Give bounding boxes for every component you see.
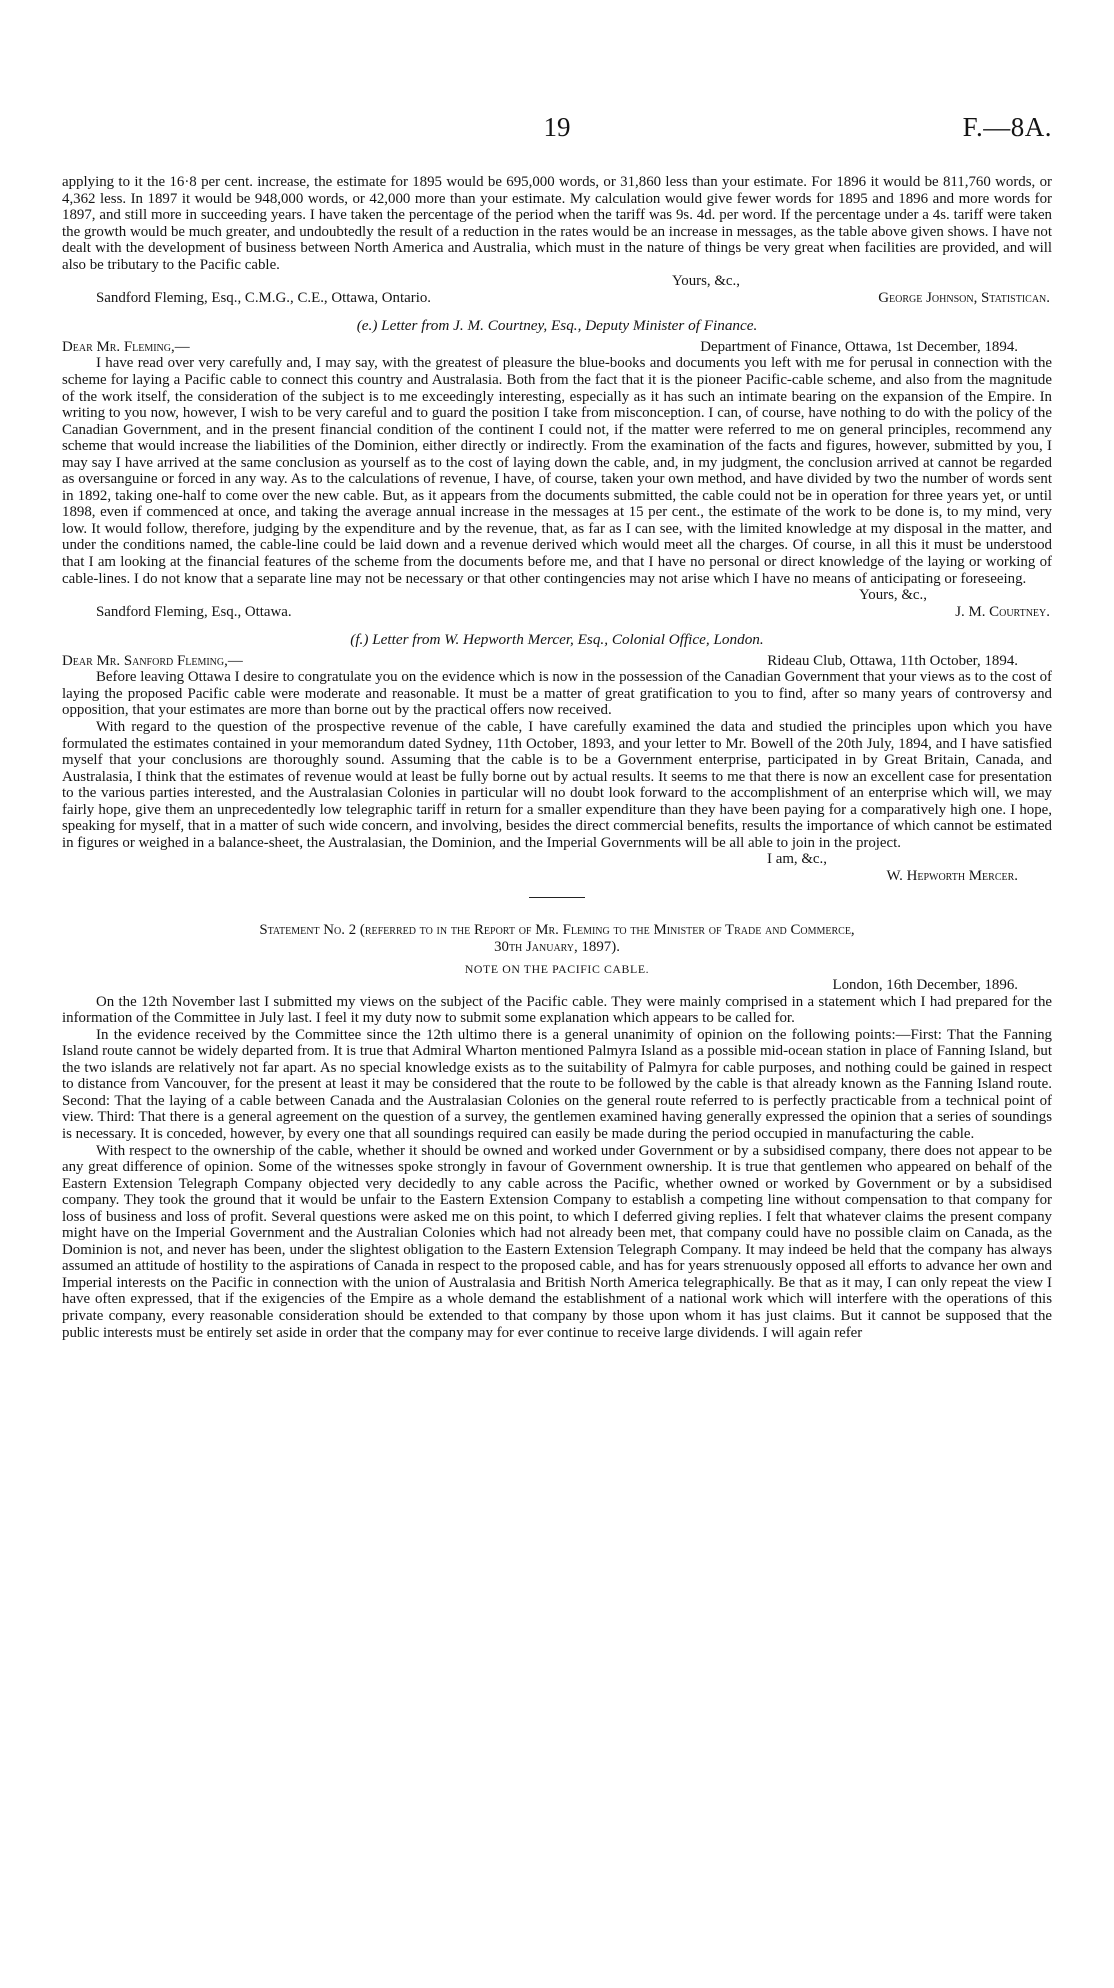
note-title: NOTE ON THE PACIFIC CABLE. bbox=[464, 961, 650, 976]
letter-f-paragraph-1: Before leaving Ottawa I desire to congratulate you on the evidence which is now in the possession of the Canadian Government that your views as to the cost of laying the proposed Pacific cable were moderate and reasonable. It must be a matter of great gratification to you to find, after so many years of controversy and opposition, that your estimates are more than borne out by the practical offers now received. bbox=[62, 669, 1052, 719]
letter-e-addressee: Sandford Fleming, Esq., Ottawa. bbox=[96, 603, 292, 620]
statement-paragraph-2: In the evidence received by the Committee since the 12th ultimo there is a general unanimity of opinion on the following points:—First: That the Fanning Island route cannot be widely departed from. It is true that Admiral Wharton mentioned Palmyra Island as a possible mid-ocean station in place of Fanning Island, but the two islands are relatively not far apart. As no special knowledge exists as to the suitability of Palmyra for cable purposes, and nothing could be gained in respect to distance from Vancouver, for the present at least it may be considered that the route to be followed by the cable is that already known as the Fanning Island route. Second: That the laying of a cable between Canada and the Australasian Colonies on the general route referred to is perfectly practicable from a technical point of view. Third: That there is a general agreement on the question of a survey, the gentlemen examined having generally expressed the opinion that a series of soundings is necessary. It is conceded, however, by every one that all soundings required can easily be made during the period occupied in manufacturing the cable. bbox=[62, 1026, 1052, 1142]
statement-title-line-1: Statement No. 2 (referred to in the Report of Mr. Fleming to the Minister of Trade and Commerce, bbox=[259, 922, 855, 939]
page-header bbox=[62, 112, 1052, 146]
intro-signature: George Johnson, Statistican. bbox=[878, 289, 1050, 306]
letter-f-dateline: Rideau Club, Ottawa, 11th October, 1894. bbox=[767, 652, 1018, 669]
letter-f-signature: W. Hepworth Mercer. bbox=[886, 867, 1018, 884]
letter-e-signature-row bbox=[62, 604, 1052, 621]
intro-addressee: Sandford Fleming, Esq., C.M.G., C.E., Ottawa, Ontario. bbox=[96, 289, 432, 306]
letter-e-opening bbox=[62, 339, 1052, 356]
page-body bbox=[62, 174, 1052, 1341]
letter-e-body: I have read over very carefully and, I may say, with the greatest of pleasure the blue-books and documents you left with me for perusal in connection with the scheme for laying a Pacific cable to connect this country and Australasia. Both from the fact that it is the pioneer Pacific-cable scheme, and also from the magnitude of the work itself, the consideration of the subject is to me exceedingly interesting, especially as it has such an intimate bearing on the expansion of the Empire. In writing to you now, however, I wish to be very careful and to guard the position I take from misconception. I can, of course, have nothing to do with the policy of the Canadian Government, and in the present financial condition of the continent I could not, if the matter were referred to me on general principles, recommend any scheme that would increase the liabilities of the Dominion, either directly or indirectly. From the examination of the facts and figures, however, submitted by you, I may say I have arrived at the same conclusion as yourself as to the cost of laying down the cable, and, in my judgment, the conclusion arrived at cannot be regarded as oversanguine or forced in any way. As to the calculations of revenue, I have, of course, taken your own method, and have divided by two the number of words sent in 1892, taking one-half to come over the new cable. But, as it appears from the documents submitted, the cable could not be in operation for three years yet, or until 1898, even if commenced at once, and taking the average annual increase in the messages at 15 per cent., the estimate of the work to be done is, to my mind, very low. It would follow, therefore, judging by the expenditure and by the revenue, that, as far as I can see, with the limited knowledge at my disposal in the matter, and under the conditions named, the cable-line could be laid down and a revenue derived which would meet all the charges. Of course, in all this it must be understood that I am looking at the financial features of the scheme from the documents before me, and that I have no personal or direct knowledge of the laying or working of cable-lines. I do not know that a separate line may not be necessary or that other contingencies may not arise which I have no means of anticipating or foreseeing. bbox=[62, 355, 1052, 587]
statement-paragraph-3: With respect to the ownership of the cable, whether it should be owned and worked under Government or by a subsidised company, there does not appear to be any great difference of opinion. Some of the witnesses spoke strongly in favour of Government ownership. It is true that gentlemen who appeared on behalf of the Eastern Extension Telegraph Company objected very decidedly to any cable across the Pacific, whether owned or worked by Government or by a subsidised company. They took the ground that it would be unfair to the Eastern Extension Company to establish a competing line without compensation to that company for loss of business and loss of profit. Several questions were asked me on this point, to which I deferred giving replies. I felt that whatever claims the present company might have on the Imperial Government and the Australian Colonies which had not already been met, that company could have no possible claim on Canada, as the Dominion is not, and never has been, under the slightest obligation to the Eastern Extension Telegraph Company. It may indeed be held that the company has always assumed an attitude of hostility to the aspirations of Canada in respect to the proposed cable, and has for years strenuously opposed all efforts to advance her own and Imperial interests on the Pacific in connection with the union of Australasia and British North America telegraphically. Be that as it may, I can only repeat the view I have often expressed, that if the exigencies of the Empire as a whole demand the establishment of a national work which will interfere with the operations of this private company, every reasonable consideration should be extended to that company by those upon whom it has just claims. But it cannot be supposed that the public interests must be entirely set aside in order that the company may for ever continue to receive large dividends. I will again refer bbox=[62, 1142, 1052, 1341]
letter-f-opening bbox=[62, 653, 1052, 670]
intro-closing: Yours, &c., bbox=[672, 273, 740, 290]
statement-paragraph-1: On the 12th November last I submitted my views on the subject of the Pacific cable. They were mainly comprised in a statement which I had prepared for the information of the Committee in July last. I feel it my duty now to submit some explanation which appears to be called for. bbox=[62, 993, 1052, 1027]
letter-e-heading: (e.) Letter from J. M. Courtney, Esq., Deputy Minister of Finance. bbox=[356, 317, 758, 335]
letter-f-salutation: Dear Mr. Sanford Fleming,— bbox=[62, 652, 243, 669]
letter-e-signature: J. M. Courtney. bbox=[955, 603, 1050, 620]
intro-paragraph: applying to it the 16·8 per cent. increase, the estimate for 1895 would be 695,000 words, or 31,860 less than your estimate. For 1896 it would be 811,760 words, or 4,362 less. In 1897 it would be 948,000 words, or 42,000 more than your estimate. My calculation would give fewer words for 1895 and 1896 and more words for 1897, and still more in succeeding years. I have taken the percentage of the period when the tariff was 9s. 4d. per word. If the percentage under a 4s. tariff were taken the growth would be much greater, and undoubtedly the result of a reduction in the rates would be an increase in messages, as the table above given shows. I have not dealt with the development of business between North America and Australia, which must in the nature of things be very great when facilities are provided, and will also be tributary to the Pacific cable. bbox=[62, 174, 1052, 273]
letter-e-closing: Yours, &c., bbox=[859, 587, 927, 604]
letter-f-closing: I am, &c., bbox=[767, 851, 827, 868]
document-reference: F.—8A. bbox=[962, 112, 1052, 142]
letter-e-dateline: Department of Finance, Ottawa, 1st December, 1894. bbox=[700, 338, 1018, 355]
letter-f-paragraph-2: With regard to the question of the prospective revenue of the cable, I have carefully examined the data and studied the principles upon which you have formulated the estimates contained in your memorandum dated Sydney, 11th October, 1893, and your letter to Mr. Bowell of the 20th July, 1894, and I have satisfied myself that your conclusions are thoroughly sound. Assuming that the cable is to be a Government enterprise, participated in by Great Britain, Canada, and Australasia, I think that the estimates of revenue would at least be fully borne out by actual results. It seems to me that there is now an excellent case for presentation to the various parties interested, and the Australasian Colonies in particular will no doubt look forward to the accomplishment of an enterprise which will, we may fairly hope, give them an unprecedentedly low telegraphic tariff in return for a smaller expenditure than they have been paying for a comparatively high one. I hope, speaking for myself, that in a matter of such wide concern, and involving, besides the direct commercial benefits, results the importance of which cannot be estimated in figures or weighed in a balance-sheet, the Australasian, the Dominion, and the Imperial Governments will be all able to join in the project. bbox=[62, 718, 1052, 851]
statement-title-line-2: 30th January, 1897). bbox=[494, 938, 620, 955]
page-number: 19 bbox=[543, 112, 571, 142]
letter-e-salutation: Dear Mr. Fleming,— bbox=[62, 338, 190, 355]
intro-signature-row bbox=[62, 290, 1052, 307]
letter-f-heading: (f.) Letter from W. Hepworth Mercer, Esq., Colonial Office, London. bbox=[350, 631, 764, 649]
statement-dateline: London, 16th December, 1896. bbox=[832, 977, 1018, 994]
section-divider bbox=[529, 897, 585, 898]
